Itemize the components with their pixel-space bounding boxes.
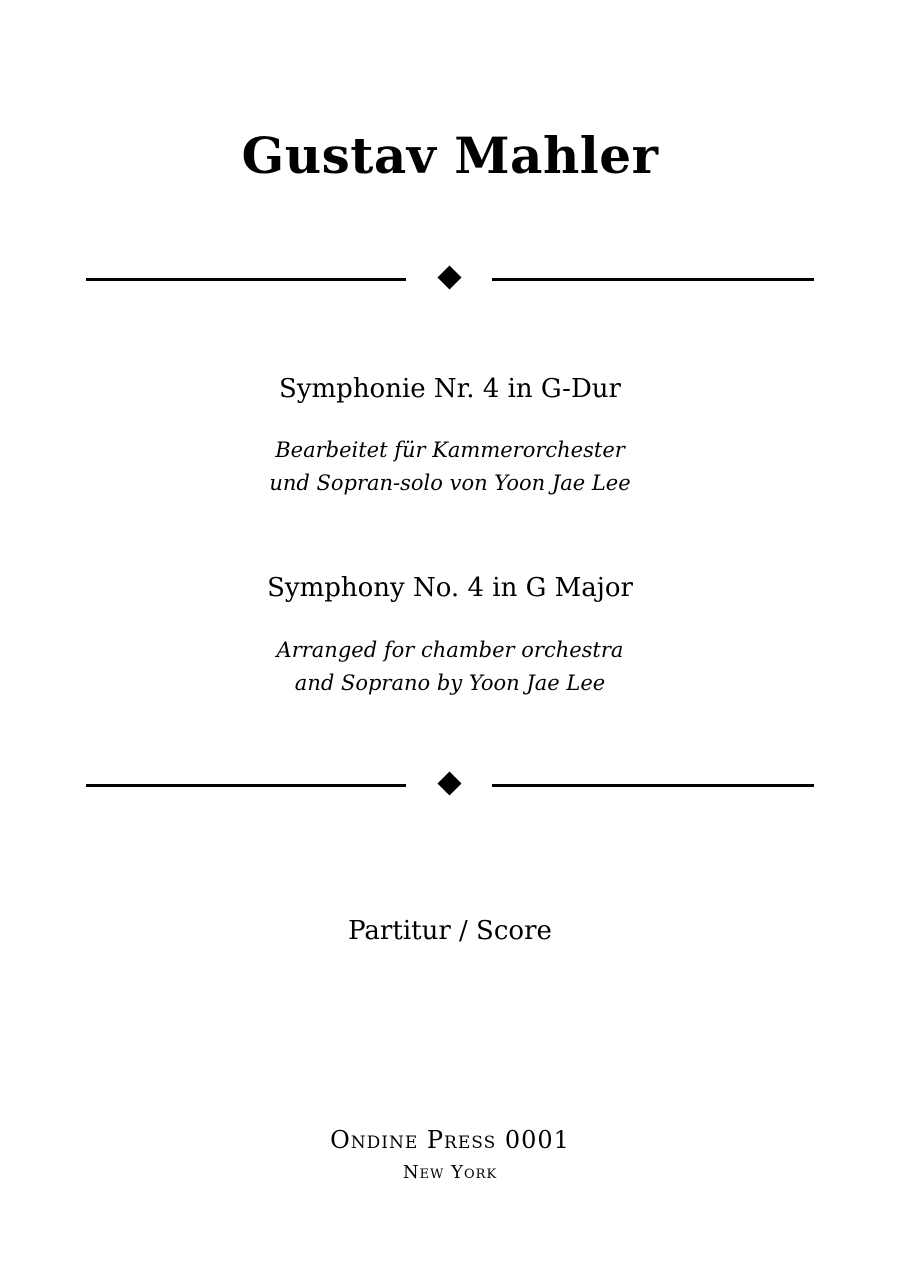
german-arrangement-credit [0, 434, 900, 500]
divider-rule-left [86, 784, 406, 787]
english-title: Symphony No. 4 in G Major [267, 573, 633, 603]
english-credit-line-1: Arranged for chamber orchestra [276, 638, 624, 662]
composer-name: Gustav Mahler [241, 126, 659, 185]
divider-rule-right [492, 278, 814, 281]
divider-rule-left [86, 278, 406, 281]
german-credit-line-1: Bearbeitet für Kammerorchester [275, 438, 625, 462]
diamond-icon [437, 265, 461, 289]
english-credit-line-2: and Soprano by Yoon Jae Lee [294, 671, 606, 695]
divider-rule-right [492, 784, 814, 787]
german-title: Symphonie Nr. 4 in G-Dur [279, 374, 621, 404]
diamond-icon [437, 771, 461, 795]
english-arrangement-credit [0, 634, 900, 700]
ornamental-divider-top [86, 267, 814, 291]
publisher-name: Ondine Press 0001 [330, 1126, 570, 1154]
ornamental-divider-bottom [86, 773, 814, 797]
german-credit-line-2: und Sopran-solo von Yoon Jae Lee [269, 471, 631, 495]
edition-type: Partitur / Score [348, 916, 552, 946]
publisher-city: New York [402, 1162, 498, 1183]
